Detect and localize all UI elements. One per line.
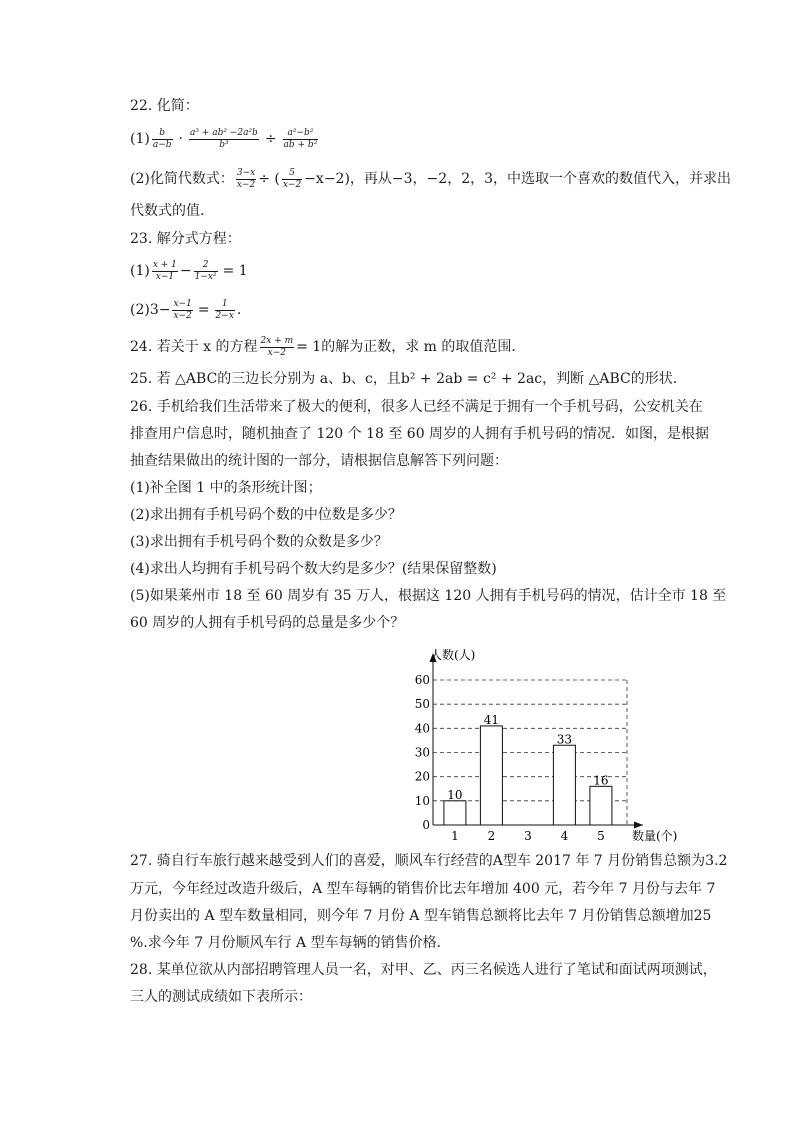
- q27-line: 27. 骑自行车旅行越来越受到人们的喜爱，顺风车行经营的A型车 2017 年 7 月份销售总额为3.2: [130, 853, 728, 869]
- x-axis-title: 数量(个): [632, 829, 678, 843]
- q22-p2-frac2: $\frac{5}{x-2}$: [282, 167, 302, 190]
- bar-data-label: 10: [447, 787, 463, 802]
- q26-line: 60 周岁的人拥有手机号码的总量是多少个？: [130, 615, 405, 631]
- y-tick-label: 30: [414, 745, 430, 760]
- q22-part2: (2)化简代数式： $\frac{3-x}{x-2}$ ÷ ( $\frac{5}{x-2}$ −x−2)，再从−3，−2，2，3，中选取一个喜欢的数值代入，并求出: [130, 167, 732, 190]
- q24-frac: $\frac{2x + m}{x-2}$: [260, 335, 294, 358]
- q26-line: 排查用户信息时，随机抽查了 120 个 18 至 60 周岁的人拥有手机号码的情况．如图，是根据: [130, 426, 710, 442]
- q23-part2: (2)3− $\frac{x-1}{x-2}$ = $\frac{1}{2-x}$ .: [130, 298, 242, 321]
- q24: 24. 若关于 x 的方程 $\frac{2x + m}{x-2}$ = 1的解为正数，求 m 的取值范围．: [130, 335, 526, 358]
- q26-line: (4)求出人均拥有手机号码个数大约是多少？(结果保留整数): [130, 561, 497, 577]
- q22-part1: (1) $\frac{b}{a-b}$ · $\frac{\text{a³ + ab² −2a²b}}{\text{b³}}$ ÷ $\frac{\text{a²−b²}}{\text{ab + b²}}$: [130, 127, 318, 150]
- q26-line: (1)补全图 1 中的条形统计图；: [130, 480, 322, 496]
- q22-title: 22. 化简：: [130, 98, 199, 114]
- x-tick-label: 3: [524, 829, 532, 843]
- q22-p1-frac2: $\frac{\text{a³ + ab² −2a²b}}{\text{b³}}$: [189, 127, 258, 150]
- q23-part1: (1) $\frac{x + 1}{x-1}$ − $\frac{2}{\text{1−x²}}$ = 1: [130, 259, 248, 282]
- y-tick-label: 0: [422, 818, 430, 832]
- q28-line: 28. 某单位欲从内部招聘管理人员一名，对甲、乙、丙三名候选人进行了笔试和面试两项测试，: [130, 962, 717, 978]
- q26-line: 抽查结果做出的统计图的一部分，请根据信息解答下列问题：: [130, 453, 508, 469]
- y-tick-label: 10: [414, 793, 430, 808]
- bar: [553, 745, 575, 825]
- q22-p1-label: (1): [130, 131, 150, 147]
- q23-p1-frac2: $\frac{2}{\text{1−x²}}$: [194, 259, 217, 282]
- bar-data-label: 16: [593, 773, 609, 788]
- x-tick-label: 1: [451, 829, 459, 843]
- q23-p2-frac1: $\frac{x-1}{x-2}$: [173, 298, 192, 321]
- bar: [444, 801, 466, 825]
- q26-line: (5)如果莱州市 18 至 60 周岁有 35 万人，根据这 120 人拥有手机号码的情况，估计全市 18 至: [130, 588, 727, 604]
- x-tick-label: 2: [487, 829, 496, 843]
- q26-line: (2)求出拥有手机号码个数的中位数是多少？: [130, 507, 402, 523]
- y-axis-title: 人数(人): [430, 648, 476, 662]
- q23-p1-frac1: $\frac{x + 1}{x-1}$: [152, 259, 177, 282]
- x-tick-label: 4: [560, 829, 569, 843]
- q26-line: 26. 手机给我们生活带来了极大的便利，很多人已经不满足于拥有一个手机号码，公安机关在: [130, 399, 703, 415]
- q27-line: 万元，今年经过改造升级后，A 型车每辆的销售价比去年增加 400 元，若今年 7 月份与去年 7: [130, 881, 716, 897]
- y-tick-label: 60: [414, 673, 430, 687]
- bar: [590, 786, 612, 825]
- q25: 25. 若 △ABC的三边长分别为 a、b、c，且b² + 2ab = c² + 2ac，判断 △ABC的形状．: [130, 371, 687, 387]
- y-tick-label: 20: [414, 769, 430, 784]
- q26-line: (3)求出拥有手机号码个数的众数是多少？: [130, 534, 388, 550]
- q22-p2-line2: 代数式的值．: [130, 203, 214, 219]
- q27-line: %.求今年 7 月份顺风车行 A 型车每辆的销售价格．: [130, 935, 451, 951]
- bar: [480, 726, 502, 825]
- q22-p1-frac1: $\frac{b}{a-b}$: [152, 127, 172, 150]
- bar-data-label: 33: [556, 732, 573, 747]
- q22-p2-frac1: $\frac{3-x}{x-2}$: [236, 167, 256, 190]
- bar-chart: [400, 645, 700, 849]
- q23-title: 23. 解分式方程：: [130, 231, 241, 247]
- x-axis-arrow: [634, 822, 643, 829]
- y-tick-label: 40: [414, 721, 430, 736]
- q22-p1-frac3: $\frac{\text{a²−b²}}{\text{ab + b²}}$: [283, 127, 318, 150]
- bar-data-label: 41: [483, 712, 500, 727]
- x-tick-label: 5: [597, 829, 605, 843]
- bar-chart-svg: [400, 645, 700, 845]
- q28-line: 三人的测试成绩如下表所示：: [130, 989, 312, 1005]
- q23-p2-frac2: $\frac{1}{2-x}$: [215, 298, 234, 321]
- q27-line: 月份卖出的 A 型车数量相同，则今年 7 月份 A 型车销售总额将比去年 7 月份销售总额增加25: [130, 908, 712, 924]
- y-tick-label: 50: [414, 697, 430, 712]
